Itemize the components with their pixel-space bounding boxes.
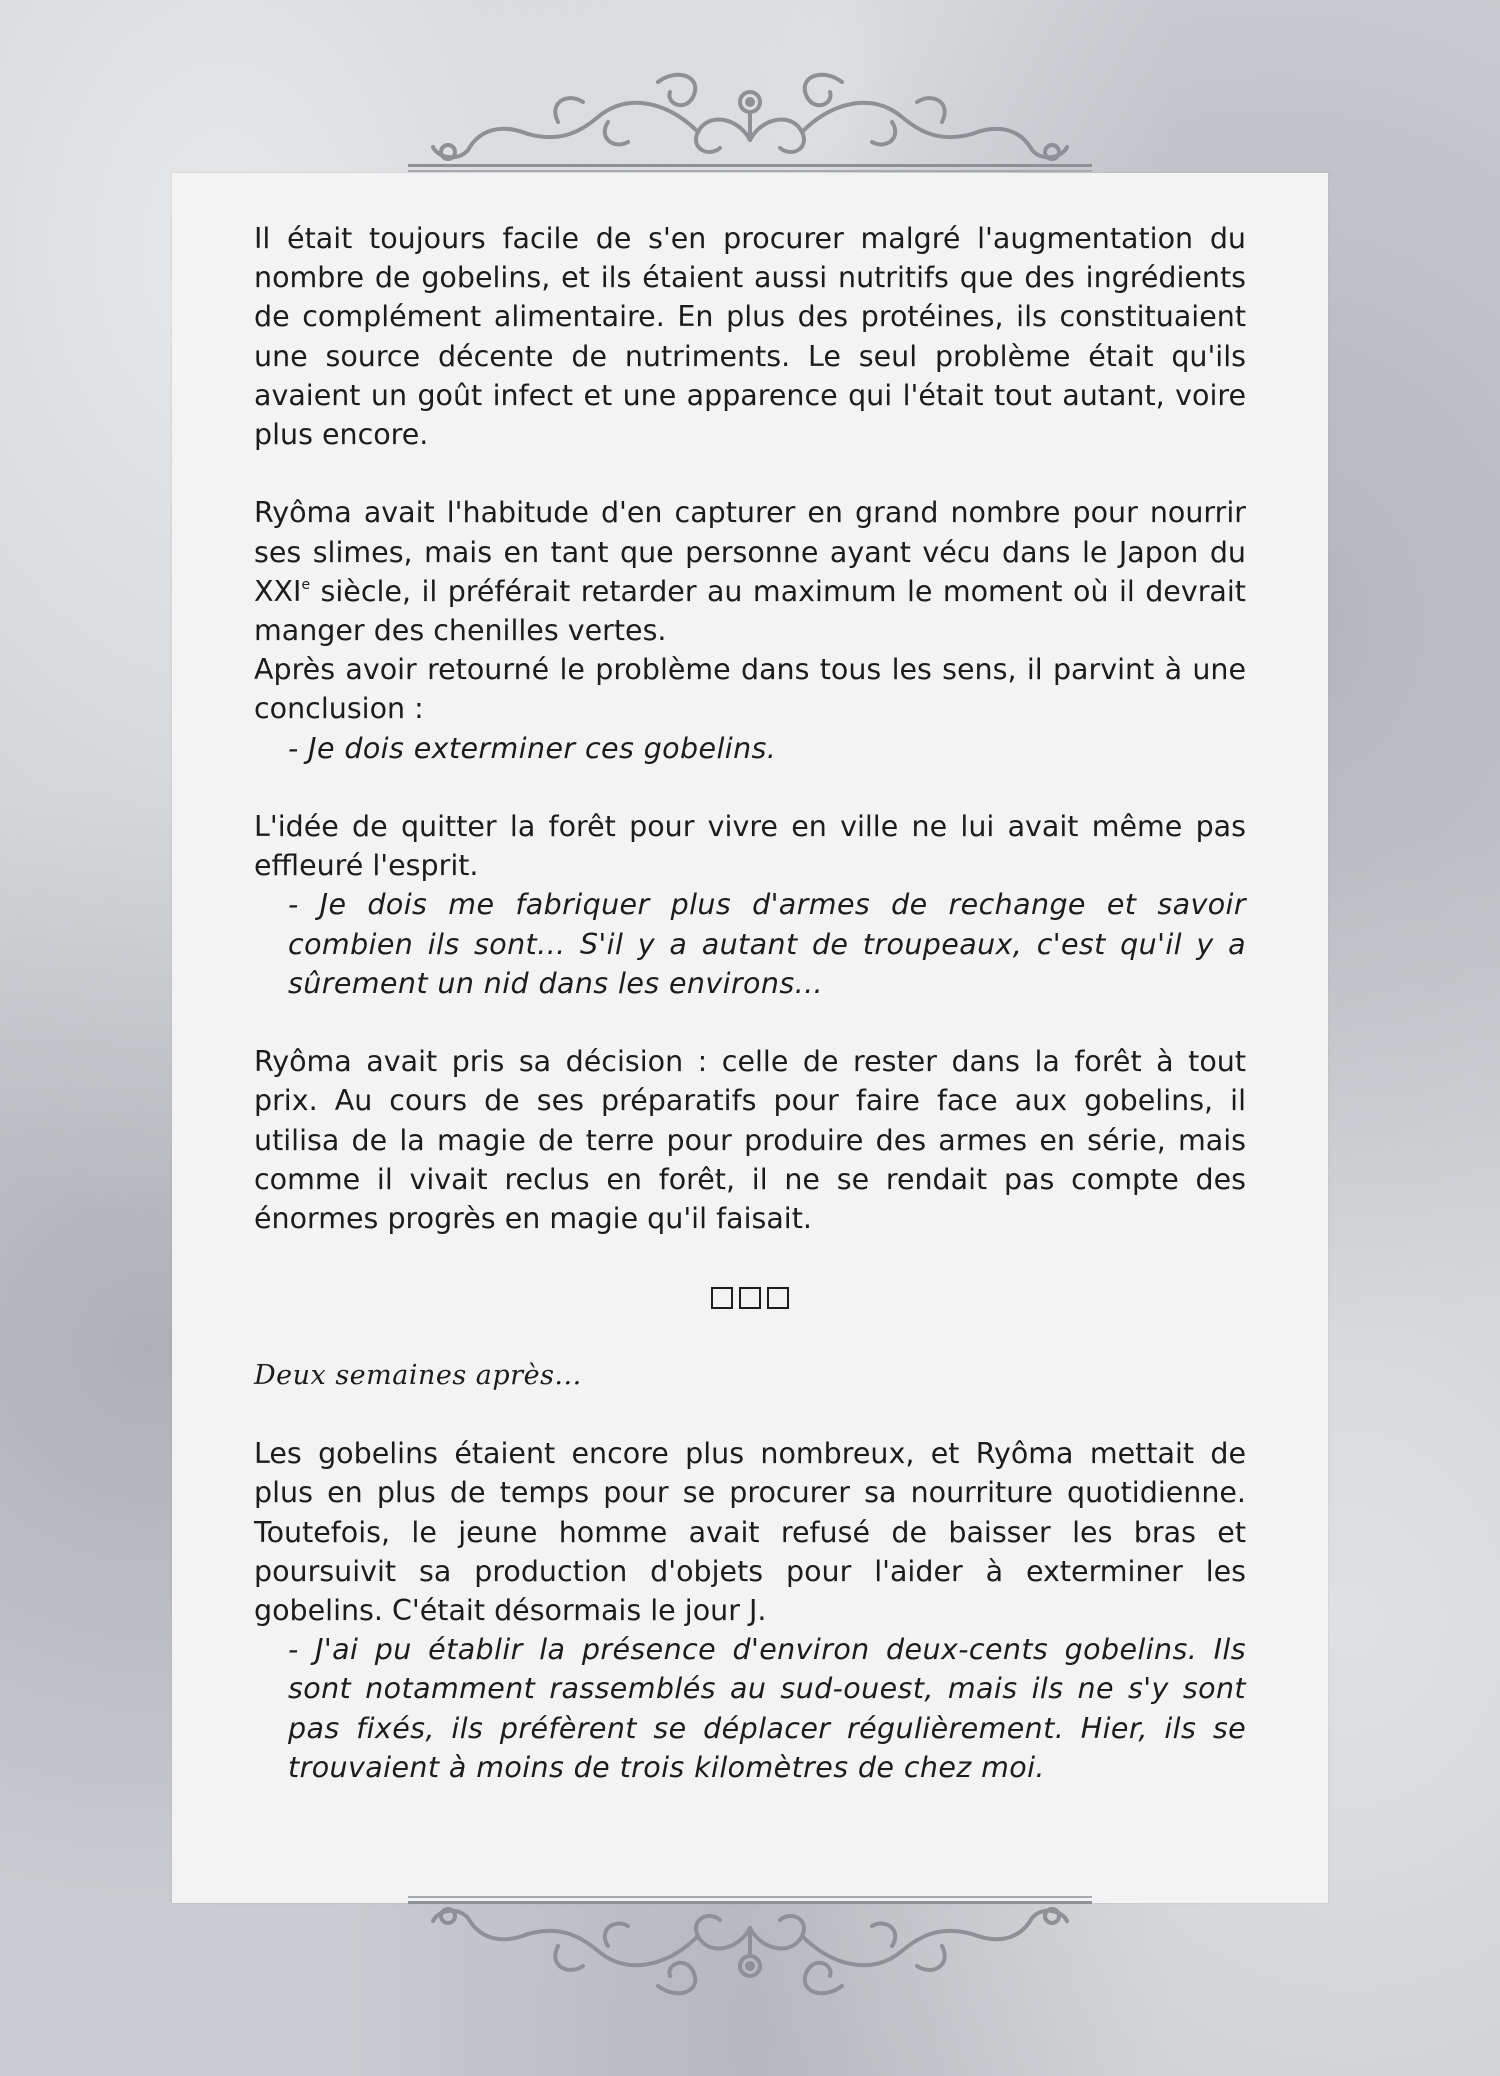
paragraph-1: Il était toujours facile de s'en procurer malgré l'augmentation du nombre de gobelins, et ils étaient aussi nutritifs que des ingrédients de complément alimentaire. En plus des protéines, ils constituaient une source décente de nutriments. Le seul problème était qu'ils avaient un goût infect et une apparence qui l'était tout autant, voire plus encore. [254, 222, 1246, 452]
top-ornament [408, 62, 1092, 172]
paragraph-2-part-2: siècle, il préférait retarder au maximum le moment où il devrait manger des chenilles vertes. [254, 574, 1246, 648]
dialogue-3: - J'ai pu établir la présence d'environ deux-cents gobelins. Ils sont notamment rassemblés au sud-ouest, mais ils ne s'y sont pas fixés, ils préfèrent se déplacer régulièrement. Hier, ils se trouvaient à moins de trois kilomètres de chez moi. [288, 1633, 1246, 1784]
scene-break [254, 1277, 1246, 1316]
paragraph-6: Les gobelins étaient encore plus nombreux, et Ryôma mettait de plus en plus de temps pour se procurer sa nourriture quotidienne. Toutefois, le jeune homme avait refusé de baisser les bras et poursuivit sa production d'objets pour l'aider à exterminer les gobelins. C'était désormais le jour J. [254, 1437, 1246, 1627]
dialogue-2: - Je dois me fabriquer plus d'armes de rechange et savoir combien ils sont... S'il y a autant de troupeaux, c'est qu'il y a sûrement un nid dans les environs... [288, 888, 1246, 1000]
paragraph-2-part-1: Ryôma avait l'habitude d'en capturer en grand nombre pour nourrir ses slimes, mais en tant que personne ayant vécu dans le Japon du XXI [254, 496, 1246, 608]
scene-break-square-icon [711, 1287, 733, 1309]
scene-break-square-icon [739, 1287, 761, 1309]
century-superscript: e [301, 576, 311, 593]
text-body [254, 219, 1246, 1787]
paragraph-3: Après avoir retourné le problème dans tous les sens, il parvint à une conclusion : [254, 653, 1246, 726]
bottom-ornament [408, 1896, 1092, 2006]
paragraph-4: L'idée de quitter la forêt pour vivre en ville ne lui avait même pas effleuré l'esprit. [254, 810, 1246, 883]
scene-break-square-icon [767, 1287, 789, 1309]
page-panel [172, 173, 1328, 1903]
paragraph-5: Ryôma avait pris sa décision : celle de rester dans la forêt à tout prix. Au cours de ses préparatifs pour faire face aux gobelins, il utilisa de la magie de terre pour produire des armes en série, mais comme il vivait reclus en forêt, il ne se rendait pas compte des énormes progrès en magie qu'il faisait. [254, 1045, 1246, 1236]
paragraph-2 [254, 493, 1246, 650]
time-skip-caption: Deux semaines après... [254, 1359, 582, 1391]
dialogue-1: - Je dois exterminer ces gobelins. [288, 731, 777, 765]
